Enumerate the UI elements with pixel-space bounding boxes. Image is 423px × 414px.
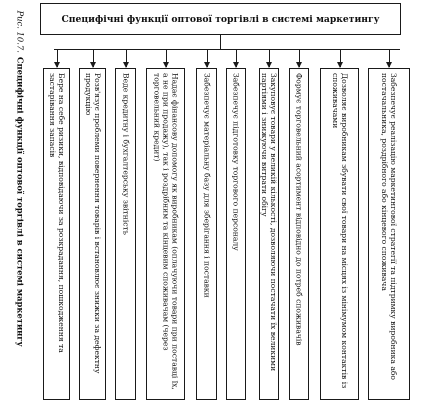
function-text: Веде кредитну і бухгалтерську звітність — [121, 73, 130, 235]
function-text: Бере на себе ризики, відповідаючи за розкрадання, пошкодження та застарівання запасів — [47, 73, 66, 353]
function-text: Закуповує товари у великій кількості, дозволяючи постачати їх великими партіями і знижуючи витрати обігу — [260, 73, 278, 372]
function-box — [368, 68, 410, 400]
function-box — [146, 68, 185, 400]
connector-bus — [54, 49, 400, 50]
function-text: Надає фінансову допомогу як виробникам (оплачуючи товари при поставці їх, а не при продажу), так і роздрібним та кінцевим споживачам (через торговельний кредит) — [152, 73, 179, 390]
figure-label: Рис. 10.7. — [15, 10, 26, 53]
function-text: Забезпечує підготовку торгового персоналу — [231, 73, 241, 251]
function-text: Розв'язує проблеми повернення товарів і встановлює знижки за дефектну продукцію — [83, 73, 102, 374]
function-box — [115, 68, 136, 400]
function-box — [320, 68, 359, 400]
figure-caption-text: Специфічні функції оптової торгівлі в системі маркетингу — [15, 56, 26, 347]
function-box — [43, 68, 70, 400]
function-box — [259, 68, 279, 400]
connector-stem — [220, 35, 221, 49]
function-text: Дозволяє виробникам збувати свої товари на місцях із мінімумом контактів із споживачами — [330, 73, 349, 389]
function-box — [289, 68, 309, 400]
figure-caption — [0, 8, 40, 368]
function-box — [226, 68, 246, 400]
diagram-title-box — [40, 3, 401, 35]
function-box — [196, 68, 217, 400]
function-box — [79, 68, 106, 400]
function-text: Формує торговельний асортимент відповідно до потреб споживачів — [294, 73, 304, 346]
diagram-title: Специфічні функції оптової торгівлі в системі маркетингу — [61, 13, 380, 25]
function-text: Забезпечує реалізацію маркетингової стратегії та підтримку виробника або постачальника, роздрібного або кінцевого споживача — [380, 73, 398, 380]
function-text: Забезпечує матеріальну базу для зберігання і поставки — [202, 73, 211, 298]
